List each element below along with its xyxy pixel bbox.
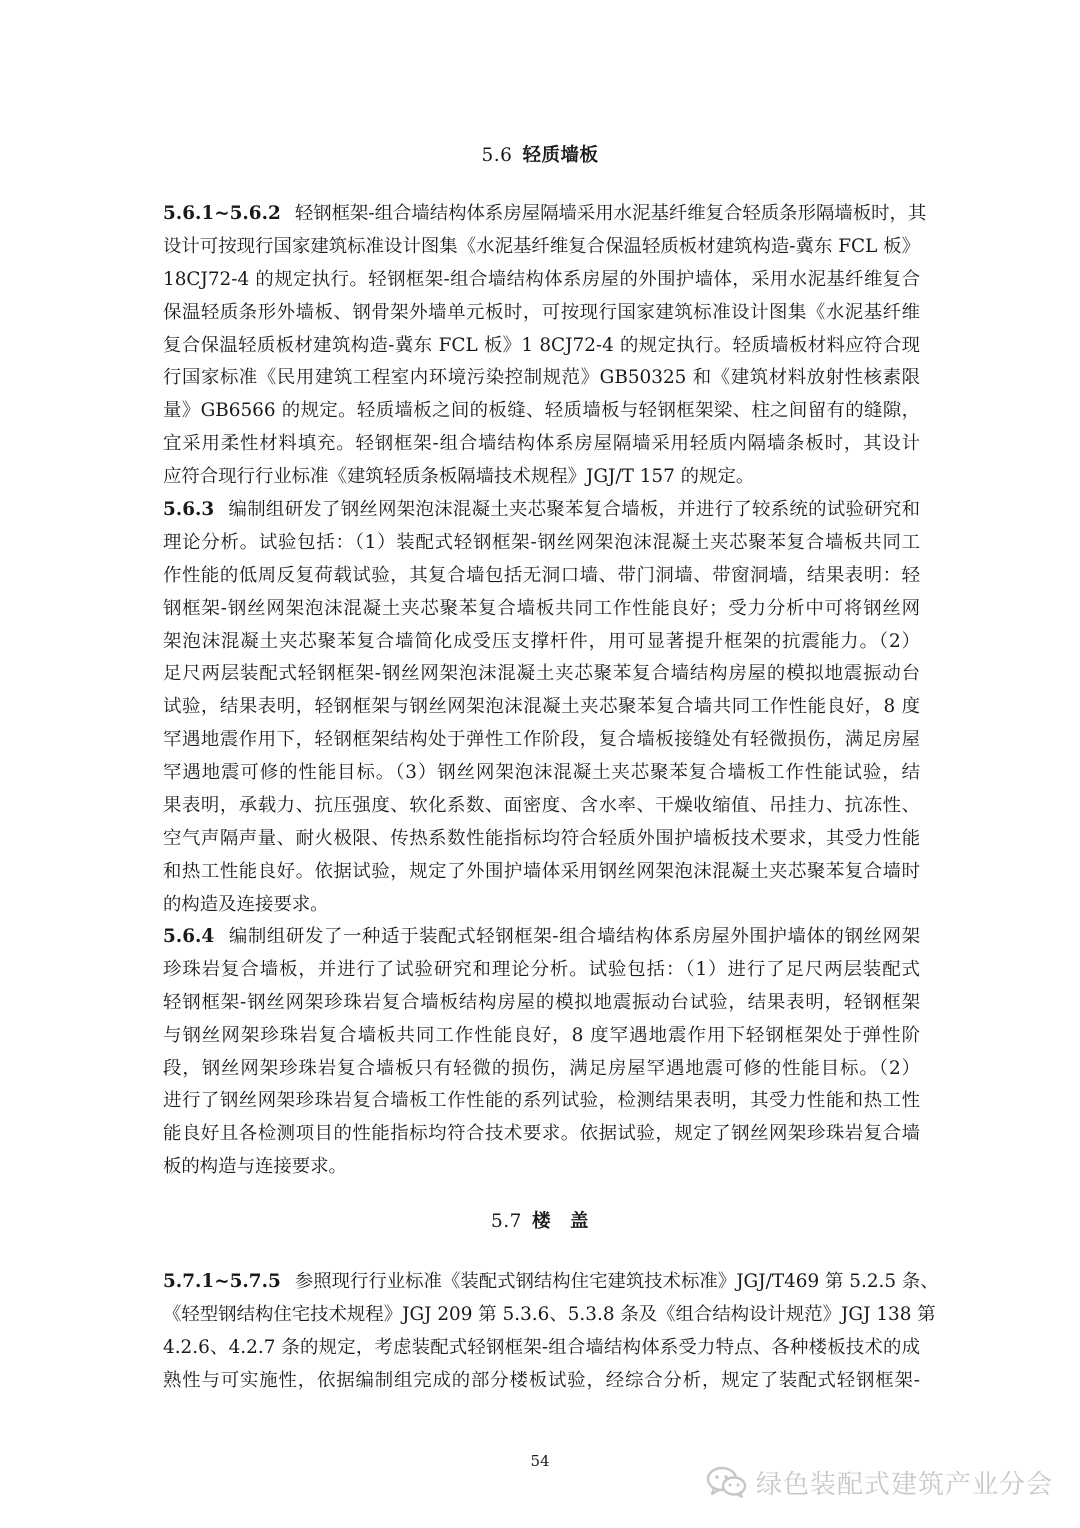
text-line: 罕遇地震可修的性能目标。（3）钢丝网架泡沫混凝土夹芯聚苯复合墙板工作性能试验，结 [163,762,920,784]
clause-number: 5.6.3 [163,499,215,520]
clause-5-6-3 [163,494,920,922]
text-line: 轻钢框架-钢丝网架珍珠岩复合墙板结构房屋的模拟地震振动台试验，结果表明，轻钢框架 [163,991,920,1013]
clause-number: 5.6.4 [163,926,215,947]
text-line: 行国家标准《民用建筑工程室内环境污染控制规范》GB50325 和《建筑材料放射性核素限 [163,367,920,389]
watermark [706,1462,1053,1502]
clause-5-6-4 [163,921,920,1184]
text-line: 5.6.1~5.6.2 轻钢框架-组合墙结构体系房屋隔墙采用水泥基纤维复合轻质条形隔墙板时，其 [163,203,927,224]
text-line: 设计可按现行国家建筑标准设计图集《水泥基纤维复合保温轻质板材建筑构造-冀东 FCL 板》 [163,235,920,257]
text-line: 作性能的低周反复荷载试验，其复合墙包括无洞口墙、带门洞墙、带窗洞墙，结果表明：轻 [163,564,920,586]
text-line: 熟性与可实施性，依据编制组完成的部分楼板试验，经综合分析，规定了装配式轻钢框架- [163,1369,920,1391]
text-line: 量》GB6566 的规定。轻质墙板之间的板缝、轻质墙板与轻钢框架梁、柱之间留有的缝隙， [163,400,920,422]
watermark-text: 绿色装配式建筑产业分会 [756,1469,1054,1500]
text-line: 和热工性能良好。依据试验，规定了外围护墙体采用钢丝网架泡沫混凝土夹芯聚苯复合墙时 [163,860,920,882]
text-line: 5.6.3 编制组研发了钢丝网架泡沫混凝土夹芯聚苯复合墙板，并进行了较系统的试验研究和 [163,499,920,520]
text-line: 5.6.4 编制组研发了一种适于装配式轻钢框架-组合墙结构体系房屋外围护墙体的钢丝网架 [163,926,920,947]
text-line: 架泡沫混凝土夹芯聚苯复合墙简化成受压支撑杆件，用可显著提升框架的抗震能力。（2） [163,630,920,652]
text-line: 段，钢丝网架珍珠岩复合墙板只有轻微的损伤，满足房屋罕遇地震可修的性能目标。（2） [163,1057,920,1079]
text-line: 宜采用柔性材料填充。轻钢框架-组合墙结构体系房屋隔墙采用轻质内隔墙条板时，其设计 [163,433,920,455]
text-line: 试验，结果表明，轻钢框架与钢丝网架泡沫混凝土夹芯聚苯复合墙共同工作性能良好，8 度 [163,696,920,718]
text-line: 18CJ72-4 的规定执行。轻钢框架-组合墙结构体系房屋的外围护墙体，采用水泥基纤维复合 [163,268,920,290]
text-line: 空气声隔声量、耐火极限、传热系数性能指标均符合轻质外围护墙板技术要求，其受力性能 [163,827,920,849]
text-line: 《轻型钢结构住宅技术规程》JGJ 209 第 5.3.6、5.3.8 条及《组合结构设计规范》JGJ 138 第 [163,1303,936,1325]
text-line: 珍珠岩复合墙板，并进行了试验研究和理论分析。试验包括：（1）进行了足尺两层装配式 [163,958,920,980]
section-number: 5.6 [481,145,513,166]
text-line: 的构造及连接要求。 [163,893,329,915]
text-line: 与钢丝网架珍珠岩复合墙板共同工作性能良好，8 度罕遇地震作用下轻钢框架处于弹性阶 [163,1024,920,1046]
text-line: 应符合现行行业标准《建筑轻质条板隔墙技术规程》JGJ/T 157 的规定。 [163,466,755,488]
text-line: 理论分析。试验包括：（1）装配式轻钢框架-钢丝网架泡沫混凝土夹芯聚苯复合墙板共同工 [163,531,920,553]
clause-number: 5.6.1~5.6.2 [163,203,281,224]
page-number: 54 [530,1452,550,1470]
section-title-5-6 [0,141,1080,167]
text-line: 能良好且各检测项目的性能指标均符合技术要求。依据试验，规定了钢丝网架珍珠岩复合墙 [163,1123,920,1145]
section-name: 楼 盖 [531,1211,589,1232]
text-line: 钢框架-钢丝网架泡沫混凝土夹芯聚苯复合墙板共同工作性能良好；受力分析中可将钢丝网 [163,597,920,619]
section-title-5-7 [0,1207,1080,1233]
text-line: 足尺两层装配式轻钢框架-钢丝网架泡沫混凝土夹芯聚苯复合墙结构房屋的模拟地震振动台 [163,663,920,685]
section-number: 5.7 [491,1211,522,1232]
text-line: 复合保温轻质板材建筑构造-冀东 FCL 板》1 8CJ72-4 的规定执行。轻质墙板材料应符合现 [163,334,920,356]
text-line: 4.2.6、4.2.7 条的规定，考虑装配式轻钢框架-组合墙结构体系受力特点、各种楼板技术的成 [163,1336,920,1358]
section-name: 轻质墙板 [522,145,599,166]
text-line: 罕遇地震作用下，轻钢框架结构处于弹性工作阶段，复合墙板接缝处有轻微损伤，满足房屋 [163,729,920,751]
wechat-icon [706,1465,748,1499]
text-line: 保温轻质条形外墙板、钢骨架外墙单元板时，可按现行国家建筑标准设计图集《水泥基纤维 [163,301,920,323]
text-line: 进行了钢丝网架珍珠岩复合墙板工作性能的系列试验，检测结果表明，其受力性能和热工性 [163,1090,920,1112]
clause-number: 5.7.1~5.7.5 [163,1271,281,1292]
text-line: 果表明，承载力、抗压强度、软化系数、面密度、含水率、干燥收缩值、吊挂力、抗冻性、 [163,795,920,817]
text-line: 板的构造与连接要求。 [163,1156,347,1178]
text-line: 5.7.1~5.7.5 参照现行行业标准《装配式钢结构住宅建筑技术标准》JGJ/T469 第 5.2.5 条、 [163,1271,939,1292]
clause-5-7-1 [163,1266,939,1398]
clause-5-6-1 [163,198,927,494]
